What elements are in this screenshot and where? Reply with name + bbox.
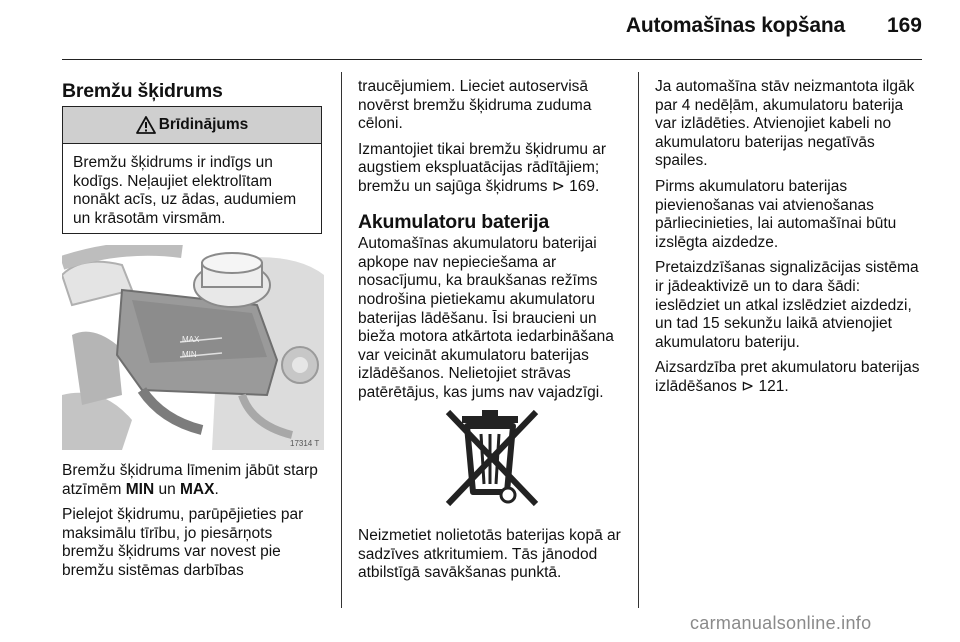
discharge-protection-paragraph: Aizsardzība pret akumulatoru baterijas izlādēšanos ⊳ 121. — [655, 359, 920, 395]
fluid-type-paragraph: Izmantojiet tikai bremžu šķidrumu ar augstiem ekspluatācijas rādītājiem; bremžu un sajūga šķidrums ⊳ 169. — [358, 140, 607, 195]
section-title-brake-fluid: Bremžu šķidrums — [62, 80, 223, 102]
crossed-out-bin-icon — [438, 404, 546, 510]
column-divider-1 — [341, 72, 342, 608]
col1-bottom-text — [62, 462, 328, 588]
cleanliness-paragraph: Pielejot šķidrumu, parūpējieties par maksimālu tīrību, jo piesārņots bremžu šķidrums var novest pie bremžu sistēmas darbības — [62, 506, 304, 579]
watermark: carmanualsonline.info — [690, 613, 872, 633]
col3-text — [655, 78, 927, 404]
header-rule — [62, 59, 922, 60]
figure-code: 17314 T — [290, 439, 320, 448]
page-reference-121[interactable]: 121. — [758, 377, 789, 395]
page-reference-icon: ⊳ — [741, 377, 759, 395]
ignition-paragraph: Pirms akumulatoru baterijas pievienošanas vai atvienošanas pārliecinieties, lai automašīnai būtu izslēgta aizdedze. — [655, 177, 897, 251]
brake-fluid-reservoir-illustration — [62, 245, 324, 450]
min-term: MIN — [125, 480, 155, 498]
warning-header — [63, 107, 321, 144]
column-divider-2 — [638, 72, 639, 608]
col2-disposal-text — [358, 527, 633, 590]
alarm-paragraph: Pretaizdzīšanas signalizācijas sistēma ir jādeaktivizē un to dara šādi: ieslēdziet un atkal izslēdziet aizdedzi, un tad 15 sekunžu laikā atvienojiet akumulatoru bateriju. — [655, 259, 919, 351]
header-title: Automašīnas kopšana — [625, 14, 845, 37]
page-reference-169[interactable]: 169. — [569, 177, 600, 195]
warning-box — [62, 106, 322, 234]
disposal-paragraph: Neizmetiet nolietotās baterijas kopā ar sadzīves atkritumiem. Tās jānodod atbilstīgā savākšanas punktā. — [358, 527, 621, 582]
warning-triangle-icon — [136, 116, 156, 134]
page-number: 169 — [886, 14, 922, 37]
max-mark-label: MAX — [182, 335, 200, 344]
page-reference-icon: ⊳ — [551, 177, 570, 195]
max-term: MAX — [180, 480, 215, 498]
col2-text — [358, 78, 630, 410]
battery-maintenance-paragraph: Automašīnas akumulatoru baterijai apkope nav nepieciešama ar nosacījumu, ka braukšanas režīms nodrošina pietiekamu akumulatoru baterijas lādēšanu. Īsi braucieni un bieža motora atkārtota iedarbināšana var veicināt akumulatoru baterijas izlādēšanos. Nelietojiet strāvas patērētājus, kas jums nav vajadzīgi. — [358, 235, 614, 401]
min-mark-label: MIN — [182, 350, 197, 359]
level-paragraph: Bremžu šķidruma līmenim jābūt starp atzīmēm MIN un MAX. — [62, 462, 318, 498]
warning-text: Bremžu šķidrums ir indīgs un kodīgs. Neļaujiet elektrolītam nonākt acīs, uz ādas, audumiem un krāsotām virsmām. — [73, 154, 297, 227]
warning-heading: Brīdinājums — [158, 116, 249, 133]
storage-paragraph: Ja automašīna stāv neizmantota ilgāk par 4 nedēļām, akumulatoru baterija var izlādēties. Atvienojiet kabeli no akumulatoru baterijas negatīvās spailes. — [655, 78, 915, 170]
malfunction-paragraph: traucējumiem. Lieciet autoservisā novērst bremžu šķidruma zuduma cēloni. — [358, 78, 592, 133]
section-title-battery: Akumulatoru baterija — [358, 210, 550, 233]
